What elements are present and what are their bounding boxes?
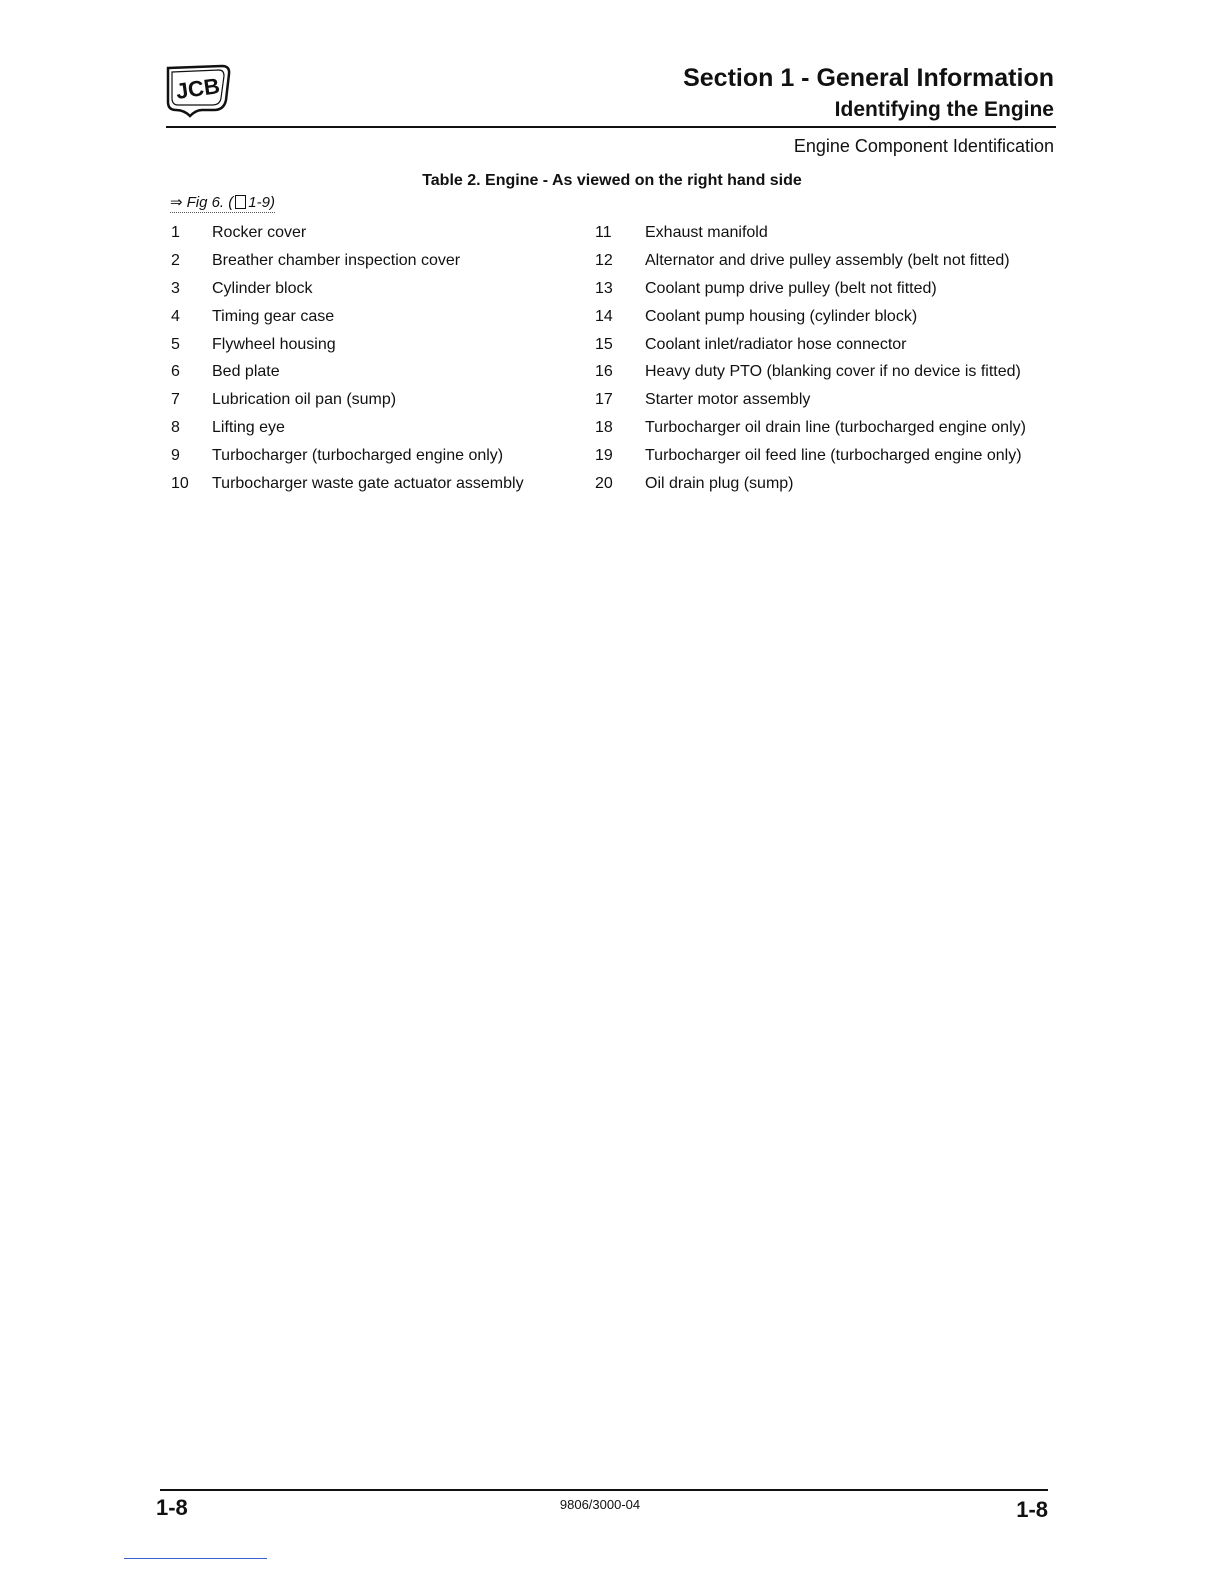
header-divider	[166, 126, 1056, 128]
item-label: Breather chamber inspection cover	[212, 251, 461, 269]
list-item	[168, 414, 524, 442]
arrow-icon: ⇒	[170, 194, 183, 211]
footer-divider	[160, 1489, 1048, 1491]
list-item	[168, 470, 524, 498]
item-number: 12	[595, 251, 613, 269]
item-number: 2	[171, 251, 180, 269]
item-number: 6	[171, 363, 180, 381]
link-underline	[124, 1558, 267, 1559]
list-item	[592, 470, 1026, 498]
item-number: 15	[595, 335, 613, 353]
table-caption: Table 2. Engine - As viewed on the right hand side	[422, 172, 802, 189]
document-id: 9806/3000-04	[559, 1497, 641, 1512]
item-number: 19	[595, 447, 613, 465]
page-number-right: 1-8	[1016, 1497, 1048, 1522]
list-item	[592, 247, 1026, 275]
item-label: Lubrication oil pan (sump)	[212, 391, 397, 409]
list-item	[168, 275, 524, 303]
list-item	[592, 442, 1026, 470]
list-item	[592, 219, 1026, 247]
item-label: Timing gear case	[212, 307, 335, 325]
figure-reference-link[interactable]	[170, 193, 275, 213]
list-item	[592, 275, 1026, 303]
item-label: Bed plate	[212, 363, 280, 381]
item-number: 11	[595, 223, 612, 241]
item-number: 9	[171, 447, 180, 465]
section-title: Section 1 - General Information	[683, 64, 1054, 92]
item-label: Oil drain plug (sump)	[645, 474, 794, 492]
item-label: Lifting eye	[212, 419, 285, 437]
list-item	[592, 303, 1026, 331]
component-list-right	[592, 219, 1026, 498]
figure-ref-suffix: )	[269, 194, 275, 211]
item-label: Alternator and drive pulley assembly (belt not fitted)	[645, 251, 1010, 269]
item-number: 18	[595, 419, 613, 437]
item-number: 8	[171, 419, 180, 437]
list-item	[168, 247, 524, 275]
component-list-left	[168, 219, 524, 498]
list-item	[168, 303, 524, 331]
item-label: Rocker cover	[212, 223, 307, 241]
item-number: 4	[171, 307, 180, 325]
item-label: Starter motor assembly	[645, 391, 811, 409]
list-item	[592, 386, 1026, 414]
item-label: Turbocharger waste gate actuator assembly	[212, 474, 524, 492]
item-label: Turbocharger oil feed line (turbocharged engine only)	[645, 447, 1022, 465]
item-number: 5	[171, 335, 180, 353]
item-number: 3	[171, 279, 180, 297]
item-number: 20	[595, 474, 613, 492]
list-item	[168, 219, 524, 247]
subsection-label: Engine Component Identification	[793, 136, 1054, 156]
item-label: Exhaust manifold	[645, 223, 768, 241]
figure-ref-prefix: Fig 6. (	[186, 194, 234, 211]
page-icon	[235, 195, 246, 209]
item-number: 17	[595, 391, 613, 409]
list-item	[168, 442, 524, 470]
section-subtitle: Identifying the Engine	[834, 98, 1054, 121]
list-item	[592, 358, 1026, 386]
item-label: Coolant inlet/radiator hose connector	[645, 335, 907, 353]
page-number-left: 1-8	[156, 1495, 188, 1520]
item-number: 13	[595, 279, 613, 297]
item-number: 7	[171, 391, 180, 409]
item-label: Turbocharger (turbocharged engine only)	[212, 447, 504, 465]
list-item	[168, 386, 524, 414]
figure-ref-page: 1-9	[248, 194, 270, 211]
list-item	[168, 358, 524, 386]
jcb-logo	[162, 60, 234, 118]
list-item	[592, 414, 1026, 442]
list-item	[592, 331, 1026, 359]
item-number: 16	[595, 363, 613, 381]
item-label: Cylinder block	[212, 279, 313, 297]
svg-text:JCB: JCB	[174, 73, 222, 104]
list-item	[168, 331, 524, 359]
item-label: Coolant pump housing (cylinder block)	[645, 307, 918, 325]
item-number: 1	[171, 223, 180, 241]
item-label: Flywheel housing	[212, 335, 336, 353]
item-label: Coolant pump drive pulley (belt not fitted)	[645, 279, 937, 297]
item-number: 10	[171, 474, 189, 492]
item-label: Turbocharger oil drain line (turbocharged engine only)	[645, 419, 1026, 437]
item-label: Heavy duty PTO (blanking cover if no device is fitted)	[645, 363, 1021, 381]
item-number: 14	[595, 307, 613, 325]
